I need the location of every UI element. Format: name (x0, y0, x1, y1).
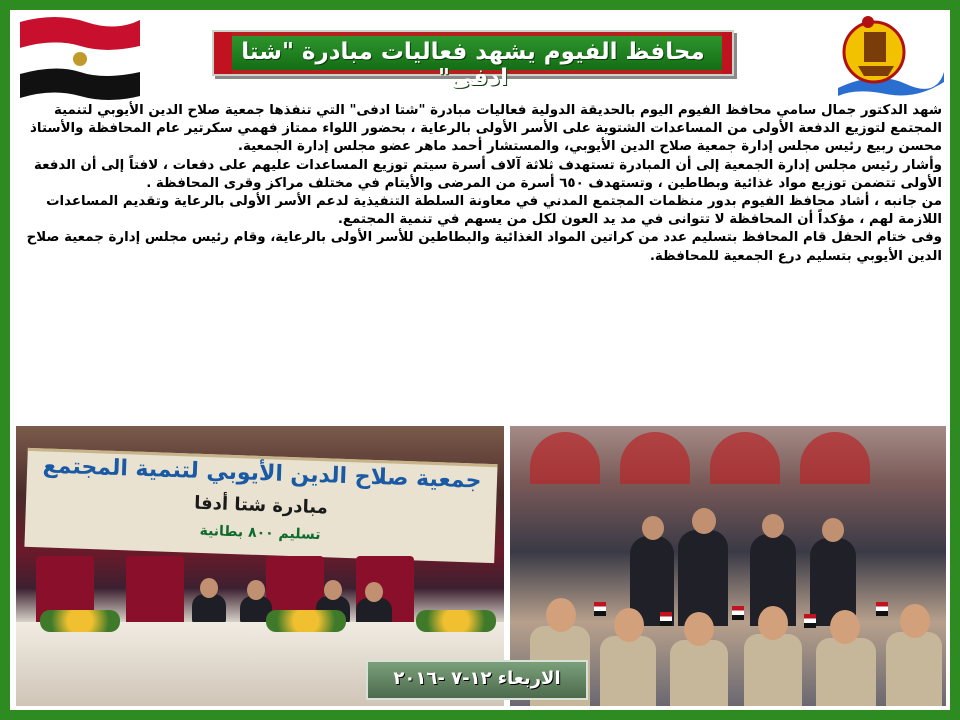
child-head (546, 598, 576, 632)
event-banner-line: تسليم ٨٠٠ بطانية (199, 522, 321, 544)
page-content (10, 10, 950, 710)
child-head (684, 612, 714, 646)
official-head (762, 514, 784, 538)
article-paragraph: من جانبه ، أشاد محافظ الفيوم بدور منظمات المجتمع المدني في معاونة السلطة التنفيذية لدعم الأسر الأولى بالرعاية وتقديم المساعدات اللازمة لهم ، مؤكداً أن المحافظة لا تتوانى في مد يد العون لكل من يسهم في تنمية المجتمع. (46, 194, 942, 228)
governorate-logo-icon (836, 10, 946, 105)
egypt-mini-flag-icon (876, 602, 888, 616)
article-paragraph: وأشار رئيس مجلس إدارة الجمعية إلى أن المبادرة تستهدف ثلاثة آلاف أسرة سيتم توزيع المساعدات عليهم على دفعات ، لافتاً إلى أن الدفعة الأولى تتضمن توزيع مواد غذائية وبطاطين ، وتستهدف ٦٥٠ أسرة من المرضى والأيتام في مختلف مراكز وقرى المحافظة . (33, 157, 942, 191)
child-head (758, 606, 788, 640)
flower-arrangement (416, 610, 496, 632)
flower-arrangement (266, 610, 346, 632)
page-title: محافظ الفيوم يشهد فعاليات مبادرة "شتا ادفى" (241, 39, 705, 91)
decor-arch (710, 432, 780, 484)
egypt-mini-flag-icon (732, 606, 744, 620)
curtain (126, 556, 184, 626)
event-banner-line: مبادرة شتا أدفا (193, 492, 329, 519)
official-head (200, 578, 218, 598)
egypt-mini-flag-icon (804, 614, 816, 628)
child-figure (816, 638, 876, 706)
official-head (365, 582, 383, 602)
decor-arch (530, 432, 600, 484)
child-figure (886, 632, 942, 706)
egypt-flag-icon (16, 12, 144, 100)
article-body (18, 102, 942, 266)
child-figure (744, 634, 802, 706)
official-figure (192, 594, 226, 624)
date-label-box (366, 660, 588, 700)
article-paragraph: وفى ختام الحفل قام المحافظ بتسليم عدد من كراتين المواد الغذائية والبطاطين للأسر الأولى بالرعاية، وقام رئيس مجلس إدارة جمعية صلاح الدين الأيوبي بتسليم درع الجمعية للمحافظة. (26, 230, 942, 264)
decor-arch (800, 432, 870, 484)
date-label: الاربعاء ١٢-٧ -٢٠١٦ (393, 668, 561, 689)
child-head (900, 604, 930, 638)
official-head (324, 580, 342, 600)
decor-arch (620, 432, 690, 484)
official-head (247, 580, 265, 600)
official-head (692, 508, 716, 534)
egypt-mini-flag-icon (660, 612, 672, 626)
title-banner (212, 30, 734, 91)
egypt-mini-flag-icon (594, 602, 606, 616)
official-head (642, 516, 664, 540)
child-figure (600, 636, 656, 706)
event-banner-line: جمعية صلاح الدين الأيوبي لتنمية المجتمع (42, 453, 482, 494)
child-head (614, 608, 644, 642)
article-paragraph: شهد الدكتور جمال سامي محافظ الفيوم اليوم بالحديقة الدولية فعاليات مبادرة "شتا ادفى" التي تنفذها جمعية صلاح الدين الأيوبي لتنمية المجتمع لتوزيع الدفعة الأولى من المساعدات الشتوية على الأسر الأولى بالرعاية ، بحضور اللواء ممتاز فهمي سكرتير عام المحافظة والأستاذ محسن ربيع رئيس مجلس إدارة جمعية صلاح الدين الأيوبي، والمستشار أحمد ماهر عضو مجلس إدارة الجمعية. (30, 103, 942, 155)
child-figure (670, 640, 728, 706)
official-figure (678, 530, 728, 626)
flower-arrangement (40, 610, 120, 632)
official-head (822, 518, 844, 542)
event-banner (24, 448, 497, 563)
child-head (830, 610, 860, 644)
